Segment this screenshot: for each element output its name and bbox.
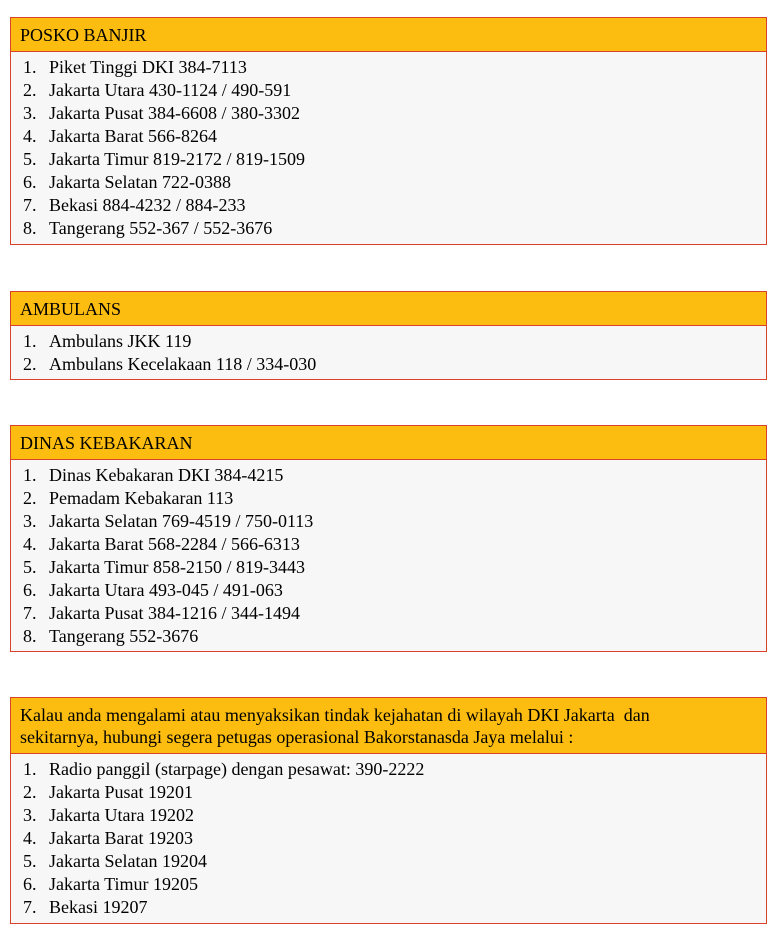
item-number: 2. (23, 80, 37, 100)
kejahatan-list (11, 754, 766, 922)
item-text: Jakarta Barat 566-8264 (49, 126, 217, 146)
item-number: 1. (23, 465, 37, 485)
item-number: 8. (23, 218, 37, 238)
item-text: Jakarta Pusat 19201 (49, 782, 193, 802)
item-number: 8. (23, 626, 37, 646)
list-item (23, 873, 766, 896)
posko-banjir-list (11, 52, 766, 243)
list-item (23, 510, 766, 533)
item-number: 6. (23, 172, 37, 192)
item-text: Jakarta Pusat 384-1216 / 344-1494 (49, 603, 300, 623)
kejahatan-box (10, 697, 767, 924)
list-item (23, 579, 766, 602)
item-number: 1. (23, 759, 37, 779)
item-number: 4. (23, 126, 37, 146)
item-number: 5. (23, 851, 37, 871)
item-text: Jakarta Timur 819-2172 / 819-1509 (49, 149, 305, 169)
list-item (23, 148, 766, 171)
item-text: Ambulans JKK 119 (49, 331, 192, 351)
item-number: 2. (23, 782, 37, 802)
item-number: 5. (23, 149, 37, 169)
list-item (23, 556, 766, 579)
item-text: Piket Tinggi DKI 384-7113 (49, 57, 247, 77)
list-item (23, 56, 766, 79)
item-text: Tangerang 552-3676 (49, 626, 199, 646)
ambulans-list (11, 326, 766, 379)
item-text: Pemadam Kebakaran 113 (49, 488, 234, 508)
list-item (23, 79, 766, 102)
item-number: 3. (23, 511, 37, 531)
posko-banjir-header: POSKO BANJIR (11, 18, 766, 52)
list-item (23, 464, 766, 487)
dinas-kebakaran-box (10, 425, 767, 652)
list-item (23, 602, 766, 625)
item-text: Jakarta Timur 19205 (49, 874, 199, 894)
ambulans-header: AMBULANS (11, 292, 766, 326)
list-item (23, 353, 766, 376)
kejahatan-header (11, 698, 766, 754)
item-number: 4. (23, 828, 37, 848)
item-text: Jakarta Utara 493-045 / 491-063 (49, 580, 283, 600)
item-number: 7. (23, 603, 37, 623)
item-number: 5. (23, 557, 37, 577)
list-item (23, 217, 766, 240)
item-text: Radio panggil (starpage) dengan pesawat: 390-2222 (49, 759, 425, 779)
list-item (23, 102, 766, 125)
list-item (23, 625, 766, 648)
kejahatan-header-line1: Kalau anda mengalami atau menyaksikan tindak kejahatan di wilayah DKI Jakarta dan (20, 705, 650, 725)
item-text: Jakarta Selatan 769-4519 / 750-0113 (49, 511, 314, 531)
item-text: Dinas Kebakaran DKI 384-4215 (49, 465, 284, 485)
list-item (23, 487, 766, 510)
item-number: 1. (23, 57, 37, 77)
list-item (23, 896, 766, 919)
item-text: Jakarta Selatan 19204 (49, 851, 207, 871)
item-number: 3. (23, 103, 37, 123)
item-number: 7. (23, 897, 37, 917)
item-text: Jakarta Pusat 384-6608 / 380-3302 (49, 103, 300, 123)
kejahatan-header-line2: sekitarnya, hubungi segera petugas operasional Bakorstanasda Jaya melalui : (20, 727, 574, 747)
item-number: 4. (23, 534, 37, 554)
item-number: 3. (23, 805, 37, 825)
ambulans-box (10, 291, 767, 380)
list-item (23, 533, 766, 556)
list-item (23, 758, 766, 781)
item-number: 7. (23, 195, 37, 215)
item-number: 6. (23, 874, 37, 894)
item-text: Jakarta Utara 19202 (49, 805, 194, 825)
item-text: Tangerang 552-367 / 552-3676 (49, 218, 273, 238)
item-text: Jakarta Barat 568-2284 / 566-6313 (49, 534, 300, 554)
list-item (23, 781, 766, 804)
list-item (23, 804, 766, 827)
item-number: 2. (23, 488, 37, 508)
item-text: Jakarta Selatan 722-0388 (49, 172, 231, 192)
list-item (23, 850, 766, 873)
dinas-kebakaran-header: DINAS KEBAKARAN (11, 426, 766, 460)
item-text: Bekasi 19207 (49, 897, 148, 917)
item-number: 6. (23, 580, 37, 600)
dinas-kebakaran-list (11, 460, 766, 651)
item-text: Bekasi 884-4232 / 884-233 (49, 195, 246, 215)
list-item (23, 171, 766, 194)
list-item (23, 827, 766, 850)
item-text: Ambulans Kecelakaan 118 / 334-030 (49, 354, 317, 374)
posko-banjir-box (10, 17, 767, 245)
item-number: 1. (23, 331, 37, 351)
list-item (23, 330, 766, 353)
item-text: Jakarta Barat 19203 (49, 828, 193, 848)
item-number: 2. (23, 354, 37, 374)
list-item (23, 125, 766, 148)
item-text: Jakarta Timur 858-2150 / 819-3443 (49, 557, 305, 577)
item-text: Jakarta Utara 430-1124 / 490-591 (49, 80, 292, 100)
list-item (23, 194, 766, 217)
